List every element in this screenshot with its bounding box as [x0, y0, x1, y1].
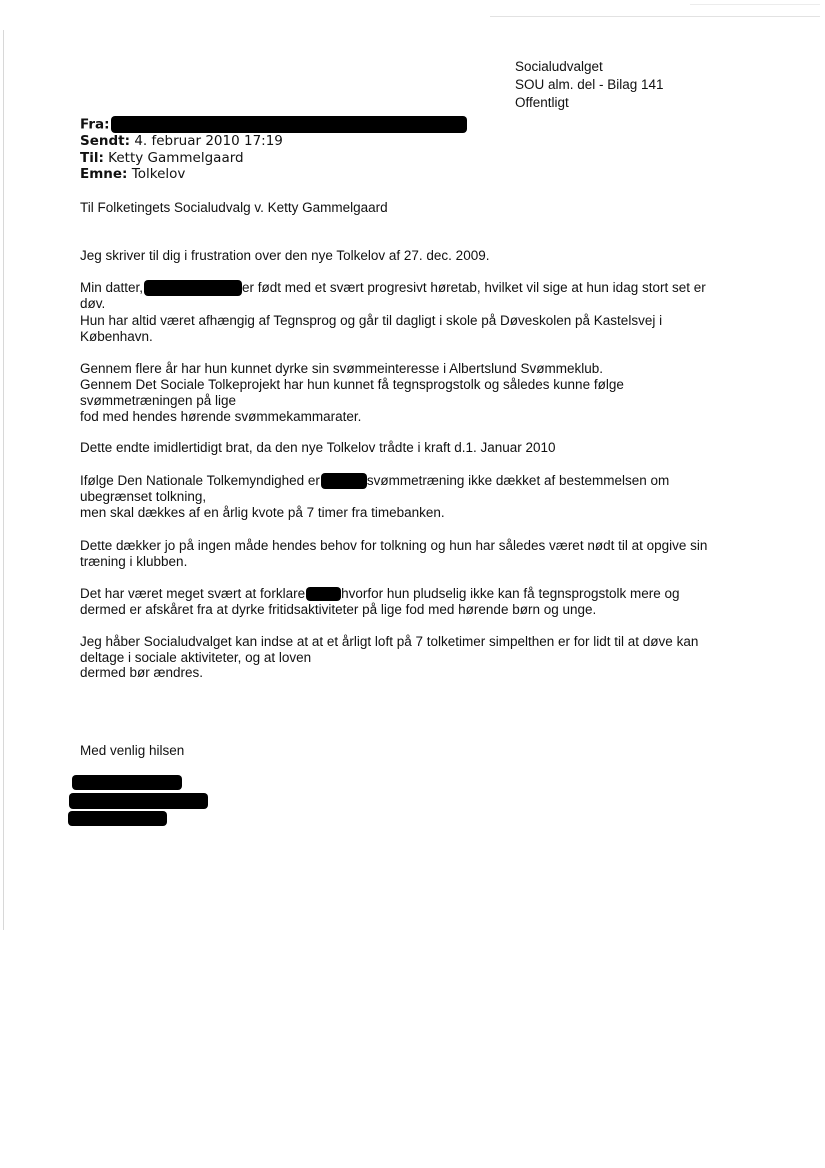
stamp-reference: SOU alm. del - Bilag 141 [515, 77, 664, 92]
redacted-signature-line [69, 793, 208, 809]
paragraph-5-line-3: men skal dækkes af en årlig kvote på 7 timer fra timebanken. [80, 505, 445, 520]
paragraph-6-line-2: træning i klubben. [80, 554, 188, 569]
subject-value: Tolkelov [131, 166, 186, 182]
redacted-name [144, 280, 242, 296]
paragraph-8-line-3: dermed bør ændres. [80, 665, 204, 680]
salutation: Til Folketingets Socialudvalg v. Ketty Gammelgaard [80, 200, 388, 215]
to-value: Ketty Gammelgaard [108, 150, 244, 166]
paragraph-3-line-4: fod med hendes hørende svømmekammarater. [80, 409, 362, 424]
paragraph-3-line-3: svømmetræningen på lige [80, 393, 237, 408]
sent-label: Sendt: [80, 133, 131, 149]
sent-value: 4. februar 2010 17:19 [134, 133, 283, 149]
paragraph-5-line-1 [80, 473, 669, 489]
paragraph-4: Dette endte imidlertidigt brat, da den nye Tolkelov trådte i kraft d.1. Januar 2010 [80, 440, 556, 455]
text-fragment: Min datter, [80, 280, 144, 295]
email-from-line [80, 116, 467, 134]
email-subject-line [80, 166, 185, 183]
paragraph-6-line-1: Dette dækker jo på ingen måde hendes behov for tolkning og hun har således været nødt til at opgive sin [80, 538, 708, 553]
paragraph-7-line-1 [80, 586, 680, 602]
text-fragment: Ifølge Den Nationale Tolkemyndighed er [80, 473, 320, 488]
email-to-line [80, 150, 244, 167]
redacted-signature-line [72, 775, 182, 790]
email-sent-line [80, 133, 283, 150]
subject-label: Emne: [80, 166, 128, 182]
paragraph-7-line-2: dermed er afskåret fra at dyrke fritidsaktiviteter på lige fod med hørende børn og unge. [80, 602, 597, 617]
to-label: Til: [80, 150, 104, 166]
scan-edge-line [690, 4, 820, 5]
text-fragment: svømmetræning ikke dækket af bestemmelsen om [366, 473, 670, 488]
paragraph-2-line-2: døv. [80, 296, 106, 311]
text-fragment: er født med et svært progresivt høretab, hvilket vil sige at hun idag stort set er [242, 280, 706, 295]
stamp-status: Offentligt [515, 95, 569, 110]
paragraph-3-line-1: Gennem flere år har hun kunnet dyrke sin svømmeinteresse i Albertslund Svømmeklub. [80, 361, 603, 376]
paragraph-1: Jeg skriver til dig i frustration over den nye Tolkelov af 27. dec. 2009. [80, 248, 490, 263]
scan-edge-line [3, 30, 4, 930]
stamp-committee: Socialudvalget [515, 59, 603, 74]
paragraph-8-line-1: Jeg håber Socialudvalget kan indse at at et årligt loft på 7 tolketimer simpelthen er for lidt til at døve kan [80, 634, 699, 649]
scan-edge-line [490, 16, 820, 17]
closing: Med venlig hilsen [80, 743, 185, 758]
registry-stamp [515, 58, 664, 112]
redacted-name [321, 473, 367, 489]
text-fragment: Det har været meget svært at forklare [80, 586, 306, 601]
paragraph-2-line-1 [80, 280, 706, 296]
paragraph-2-line-4: København. [80, 329, 153, 344]
from-label: Fra: [80, 116, 110, 133]
redacted-sender [111, 116, 467, 133]
text-fragment: hvorfor hun pludselig ikke kan få tegnsprogstolk mere og [341, 586, 680, 601]
redacted-signature-line [68, 811, 167, 826]
redacted-name [306, 587, 341, 601]
paragraph-8-line-2: deltage i sociale aktiviteter, og at loven [80, 650, 312, 665]
paragraph-2-line-3: Hun har altid været afhængig af Tegnsprog og går til dagligt i skole på Døveskolen på Kastelsvej i [80, 313, 663, 328]
paragraph-5-line-2: ubegrænset tolkning, [80, 489, 207, 504]
paragraph-3-line-2: Gennem Det Sociale Tolkeprojekt har hun kunnet få tegnsprogstolk og således kunne følge [80, 377, 624, 392]
